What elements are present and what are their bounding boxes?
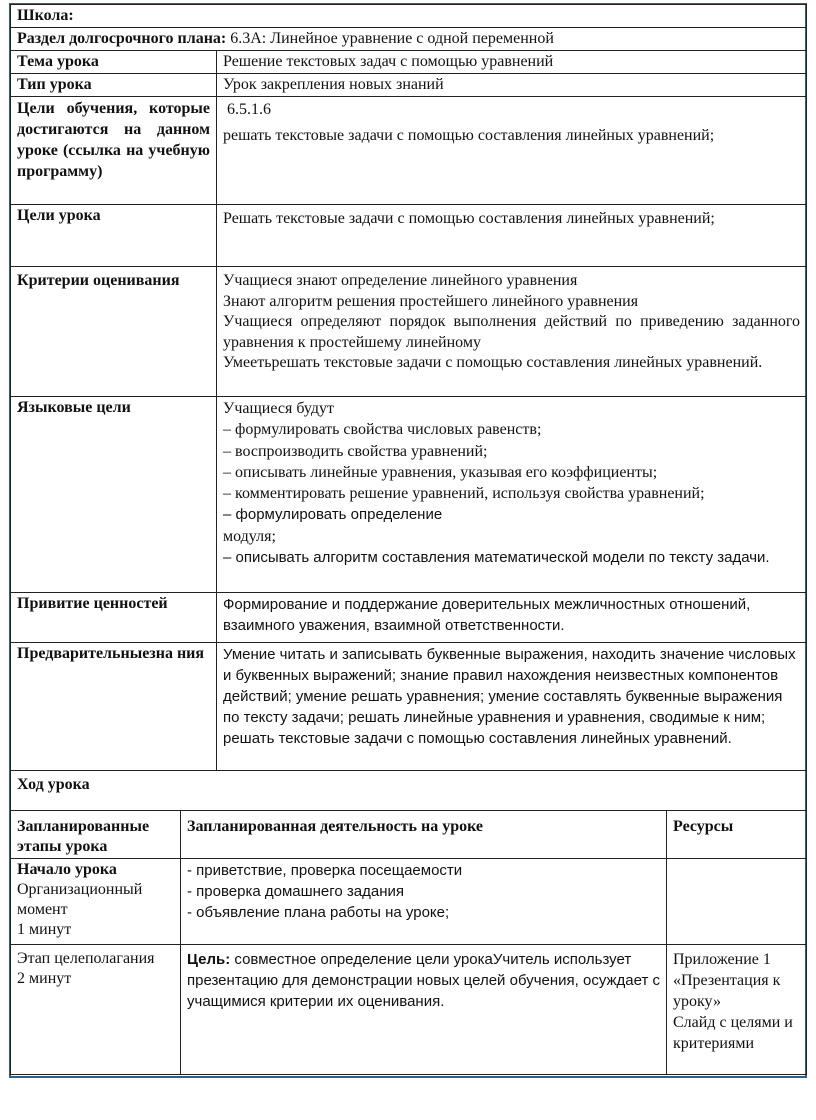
resource-line: Слайд с целями и критериями: [673, 1014, 793, 1052]
stage1-resources: [667, 859, 807, 945]
language-goal-line: Учащиеся будут: [223, 400, 334, 417]
stage2-name: Этап целеполагания: [17, 950, 155, 967]
section-label: Раздел долгосрочного плана:: [17, 30, 227, 47]
lesson-goals-label: Цели урока: [11, 205, 217, 267]
language-goal-line: – формулировать определение: [223, 506, 443, 524]
resource-line: «Презентация к уроку»: [673, 972, 781, 1010]
stage2-cell: [11, 945, 181, 1075]
language-goal-line: – описывать линейные уравнения, указывая его коэффициенты;: [223, 463, 658, 481]
stage2-activity: [181, 945, 667, 1075]
stage1-time: 1 минут: [17, 921, 72, 938]
type-value: Урок закрепления новых знаний: [217, 74, 807, 97]
criteria-cell: [217, 267, 807, 397]
learning-goals-label: Цели обучения, которые достигаются на данном уроке (ссылка на учебную программу): [11, 97, 217, 205]
plan-header-activities: Запланированная деятельность на уроке: [181, 811, 667, 859]
stage2-time: 2 минут: [17, 970, 72, 987]
criteria-label: Критерии оценивания: [11, 267, 217, 397]
values-value: Формирование и поддержание доверительных межличностных отношений, взаимного уважения, взаимной ответственности.: [217, 593, 807, 643]
language-goal-line: модуля;: [223, 527, 276, 545]
topic-value: Решение текстовых задач с помощью уравнений: [217, 51, 807, 74]
learning-goals-cell: [217, 97, 807, 205]
stage1-title: Начало урока: [17, 861, 117, 878]
plan-header-resources: Ресурсы: [667, 811, 807, 859]
stage1-activities: [181, 859, 667, 945]
type-label: Тип урока: [11, 74, 217, 97]
learning-goals-value: решать текстовые задачи с помощью составления линейных уравнений;: [223, 127, 715, 144]
activity-line: - объявление плана работы на уроке;: [187, 904, 450, 921]
lesson-flow-heading: Ход урока: [11, 771, 807, 811]
school-cell: Школа:: [11, 5, 807, 28]
language-goal-line: – формулировать свойства числовых равенств;: [223, 421, 542, 439]
learning-goals-code: 6.5.1.6: [227, 101, 271, 118]
language-goals-label: Языковые цели: [11, 397, 217, 593]
topic-label: Тема урока: [11, 51, 217, 74]
stage2-activity-text: совместное определение цели урокаУчитель использует презентацию для демонстрации новых целей обучения, осуждает с учащимися критерии их оценивания.: [187, 951, 660, 1010]
lesson-plan-table: [10, 4, 807, 1075]
criteria-line: Знают алгоритм решения простейшего линейного уравнения: [223, 292, 639, 310]
lesson-goals-value: Решать текстовые задачи с помощью составления линейных уравнений;: [217, 205, 807, 267]
activity-line: - проверка домашнего задания: [187, 883, 405, 900]
language-goal-line: – комментировать решение уравнений, используя свойства уравнений;: [223, 485, 705, 503]
stage1-name: Организационный момент: [17, 881, 143, 918]
language-goals-cell: [217, 397, 807, 593]
criteria-line: Учащиеся определяют порядок выполнения действий по приведению заданного уравнения к простейшему линейному: [223, 313, 801, 351]
activity-line: - приветствие, проверка посещаемости: [187, 862, 463, 879]
prior-knowledge-label: Предварительныезна ния: [11, 643, 217, 771]
section-cell: [11, 28, 807, 51]
criteria-line: Умеетьрешать текстовые задачи с помощью составления линейных уравнений.: [223, 354, 763, 371]
resource-line: Приложение 1: [673, 951, 771, 968]
section-value: 6.3А: Линейное уравнение с одной переменной: [230, 30, 554, 47]
stage2-goal-label: Цель:: [187, 951, 231, 968]
prior-knowledge-value: Умение читать и записывать буквенные выражения, находить значение числовых и буквенных выражений; знание правил нахождения неизвестных компонентов действий; умение решать уравнения; умение составлять буквенные выражения по тексту задачи; решать линейные уравнения и уравнения, сводимые к ним; решать текстовые задачи с помощью составления линейных уравнений.: [217, 643, 807, 771]
values-label: Привитие ценностей: [11, 593, 217, 643]
language-goal-line: – описывать алгоритм составления математической модели по тексту задачи.: [223, 549, 770, 567]
stage2-resources: [667, 945, 807, 1075]
plan-header-stages: Запланированные этапы урока: [11, 811, 181, 859]
stage1-cell: [11, 859, 181, 945]
language-goal-line: – воспроизводить свойства уравнений;: [223, 442, 488, 460]
criteria-line: Учащиеся знают определение линейного уравнения: [223, 272, 578, 289]
